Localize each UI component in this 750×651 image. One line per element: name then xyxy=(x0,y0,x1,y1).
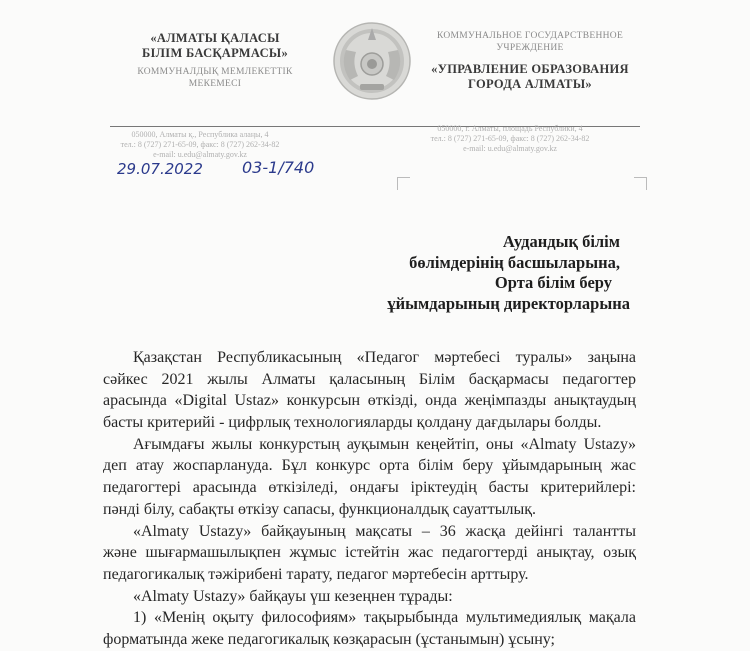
addressee-block xyxy=(387,232,630,314)
org-type-ru-line2: УЧРЕЖДЕНИЕ xyxy=(496,43,564,53)
body-line: педагогтері арасында өткізіледі, ондағы іріктеудің басты критерийлері: xyxy=(103,479,636,497)
address-ru-line: e-mail: u.edu@almaty.gov.kz xyxy=(463,144,557,153)
address-kz xyxy=(110,130,290,160)
body-line: деп атау жоспарлануда. Бұл конкурс орта білім беру ұйымдарының жас xyxy=(103,457,636,475)
org-name-ru-line1: «УПРАВЛЕНИЕ ОБРАЗОВАНИЯ xyxy=(431,62,629,76)
org-type-kz-line2: МЕКЕМЕСІ xyxy=(188,79,242,89)
address-ru-line: тел.: 8 (727) 271-65-09, факс: 8 (727) 262-34-82 xyxy=(430,134,590,143)
body-line: сәйкес 2021 жылы Алматы қаласының Білім басқармасы педагогтер xyxy=(103,370,636,388)
addressee-line: Орта білім беру xyxy=(494,273,612,292)
addressee-line: бөлімдерінің басшыларына, xyxy=(409,252,620,272)
org-name-kz-line1: «АЛМАТЫ ҚАЛАСЫ xyxy=(150,31,280,45)
org-type-ru-line1: КОММУНАЛЬНОЕ ГОСУДАРСТВЕННОЕ xyxy=(436,31,624,41)
state-emblem xyxy=(332,20,412,102)
body-line: «Almaty Ustazy» байқауының мақсаты – 36 жасқа дейінгі талантты xyxy=(133,522,636,540)
body-line: басты критерийі - цифрлық технологияларды қолдану дағдылары болды. xyxy=(103,414,602,432)
org-name-kz-line2: БІЛІМ БАСҚАРМАСЫ» xyxy=(141,46,289,60)
addressee-line: Аудандық білім xyxy=(502,232,620,251)
body-line: педагогикалық тәжірибені тарату, педагог мәртебесін арттыру. xyxy=(103,565,529,583)
org-name-ru-line2: ГОРОДА АЛМАТЫ» xyxy=(468,77,592,91)
registration-date: 29.07.2022 xyxy=(117,160,203,178)
address-ru-line: 050000, г. Алматы, площадь Республики, 4 xyxy=(437,124,583,133)
letter-body xyxy=(103,347,636,651)
body-line: пәнді білу, сабақты өткізу сапасы, функционалдық сауаттылық. xyxy=(103,500,537,518)
body-line: және шығармашылықпен жұмыс істейтін жас педагогтерді анықтау, озық xyxy=(103,544,636,562)
letterhead-left xyxy=(120,31,310,90)
address-ru xyxy=(420,124,600,154)
address-kz-line: тел.: 8 (727) 271-65-09, факс: 8 (727) 262-34-82 xyxy=(120,140,280,149)
corner-mark-right xyxy=(634,177,647,190)
body-line: «Almaty Ustazy» байқауы үш кезеңнен тұрады: xyxy=(133,587,453,605)
address-kz-line: 050000, Алматы қ., Республика алаңы, 4 xyxy=(131,130,269,139)
body-line: 1) «Менің оқыту философиям» тақырыбында мультимедиялық мақала xyxy=(133,609,636,627)
body-line: Қазақстан Республикасының «Педагог мәртебесі туралы» заңына xyxy=(133,349,636,366)
addressee-line: ұйымдарының директорларына xyxy=(387,293,630,313)
body-line: форматында жеке педагогикалық көзқарасын (ұстанымын) ұсыну; xyxy=(103,630,555,648)
body-line: арасында «Digital Ustaz» конкурсын өткізді, онда жеңімпазды анықтаудың xyxy=(103,392,636,410)
body-line: Ағымдағы жылы конкурстың ауқымын кеңейтіп, оны «Almaty Ustazy» xyxy=(133,435,636,453)
address-kz-line: e-mail: u.edu@almaty.gov.kz xyxy=(153,150,247,159)
org-type-kz-line1: КОММУНАЛДЫҚ МЕМЛЕКЕТТІК xyxy=(137,67,293,77)
registration-number: 03-1/740 xyxy=(242,158,315,177)
corner-mark-left xyxy=(397,177,410,190)
letterhead-right xyxy=(425,30,635,92)
